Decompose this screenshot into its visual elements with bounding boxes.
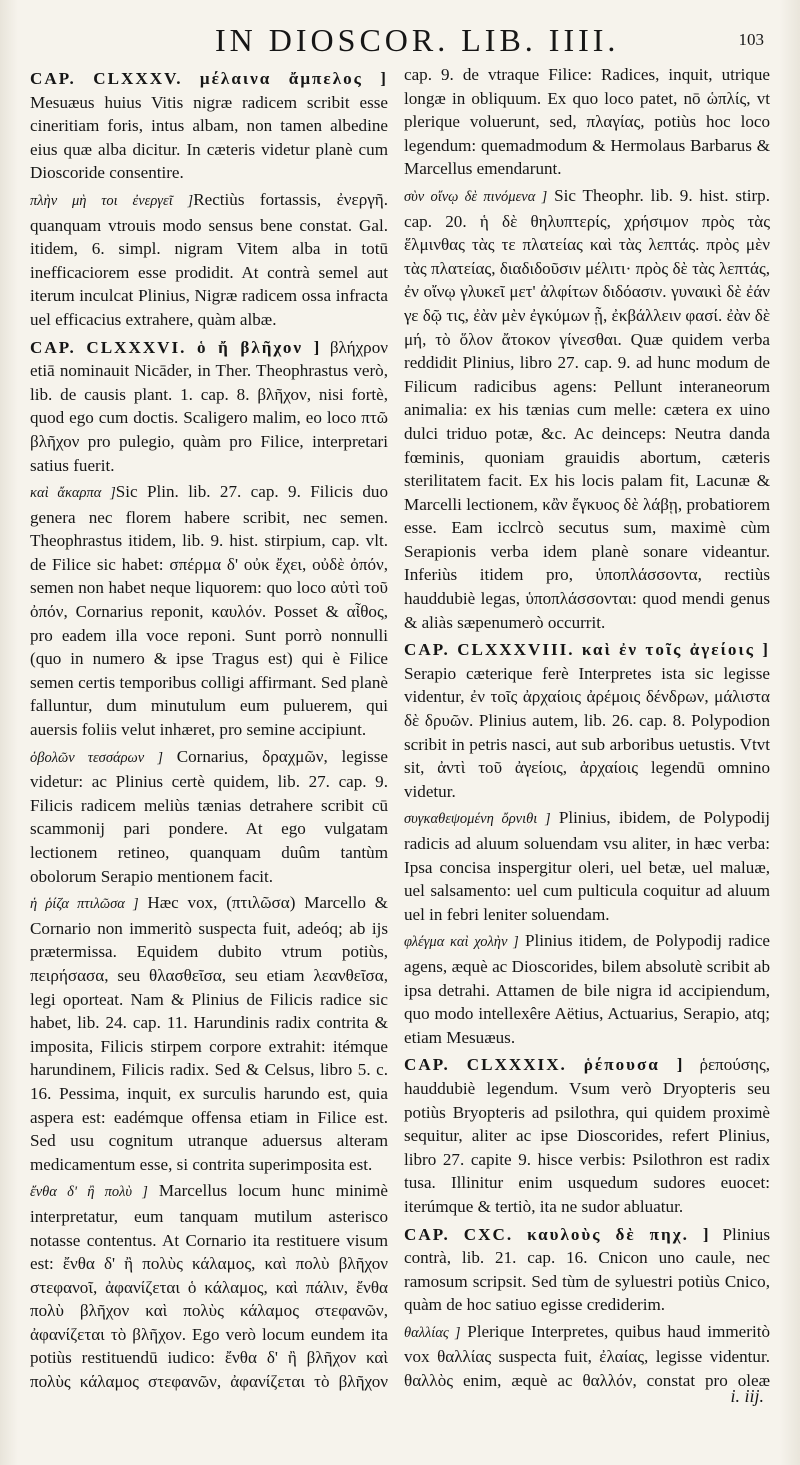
paragraph-text: ῥεπούσης, hauddubiè legendum. Vsum verò Dryopteris seu potiùs Bryopteris ad psilothra, qui quidem proximè sequitur, aliter ac ipse Dioscorides, refert Plinius, libro 27. capite 9. hisce verbis: Psilothron est radix tusa. Illinitur enim usquedum sudores euocet: iterúmque & tertiò, ita ne sudor abluatur. [404, 1055, 770, 1216]
lemma-heading: CAP. CLXXXVI. ὁ ἤ βλῆχον ] [30, 337, 322, 357]
lemma-heading: CAP. CLXXXVIII. καὶ ἐν τοῖς ἀγείοις ] [404, 640, 770, 660]
commentary-paragraph [30, 1179, 388, 1395]
commentary-paragraph [404, 929, 770, 1049]
paragraph-text: Hæc vox, (πτιλῶσα) Marcello & Cornario non immeritò suspecta fuit, adeóq; ab ijs prætermissa. Equidem dubito vtrum potiùs, πειρήσασα, seu θλασθεῖσα, seu etiam λεανθεῖσα, legi oporteat. Nam & Plinius de Filicis radice sic habet, lib. 24. cap. 11. Harundinis radix contrita & imposita, Filicis stirpem corpore extrahit: itémque harundinem, Filicis radix. Sed & Celsus, libro 5. c. 16. Pessima, inquit, ex surculis harundo est, quia aspera est: eadémque offensa etiam in Filice est. Sed usu cognitum utranque aduersus alteram medicamentum esse, si contrita superimposita est. [30, 893, 388, 1174]
lemma-heading: φλέγμα καὶ χολὴν ] [404, 934, 519, 951]
paragraph-text: Plinius contrà, lib. 21. cap. 16. Cnicon uno caule, nec ramosum scripsit. Sed tùm de syluestri potiùs Cnico, quàm de hoc satiuo egisse crediderim. [404, 1224, 770, 1315]
paragraph-text: Mesuæus huius Vitis nigræ radicem scribit esse cineritiam foris, intus albam, non tamen albedine eius quæ alba dicitur. In cæteris videtur planè cum Dioscoride consentire. [30, 92, 388, 183]
commentary-paragraph [30, 891, 388, 1176]
lemma-heading: ἡ ῥίζα πτιλῶσα ] [30, 896, 139, 913]
lemma-heading: συγκαθεψομένη ὄρνιθι ] [404, 811, 551, 828]
paragraph-text: Rectiùs fortassis, ἐνεργῆ. quanquam vtrouis modo sensus bene constat. Gal. itidem, 6. simpl. nigram Vitem alba in totū inefficaciorem esse prodidit. At contrà semel aut iterum inculcat Plinius, Nigræ radicem ossa infracta uel efficacius extrahere, quàm albæ. [30, 189, 388, 329]
commentary-paragraph [404, 1320, 770, 1395]
commentary-paragraph [404, 63, 770, 181]
lemma-heading: CAP. CLXXXIX. ῥέπουσα ] [404, 1055, 685, 1075]
catchword: i. iij. [730, 1386, 764, 1406]
lemma-heading: σὺν οἴνῳ δὲ πινόμενα ] [404, 188, 548, 205]
lemma-heading: ὁβολῶν τεσσάρων ] [30, 749, 163, 766]
paragraph-text: Plerique Interpretes, quibus haud immeritò vox θαλλίας suspecta fuit, ἐλαίας, legisse videntur. θαλλὸς enim, æquè ac θαλλόν, constat pro oleæ [404, 1321, 770, 1391]
paragraph-text: Sic Plin. lib. 27. cap. 9. Filicis duo genera nec florem habere scribit, nec semen. Theophrastus itidem, lib. 9. hist. stirpium, cap. vlt. de Filice sic habet: σπέρμα δ' οὐκ ἔχει, οὐδὲ ὀπόν, semen non habet neque liquorem: quo loco αὐτὶ τοῦ ὀπόν, Cornarius reponit, καυλόν. Posset & αἶθος, pro eadem illa voce reponi. Sunt porrò nonnulli (quo in numero & ipse Tragus est) qui è Filice semen certis temporibus colligi affirmant. Sed planè falluntur, dum minutulum eum puluerem, qui auersis foliis velut inhæret, pro semine accipiunt. [30, 482, 388, 740]
commentary-paragraph [404, 1053, 770, 1218]
lemma-heading: CAP. CLXXXV. μέλαινα ἄμπελος ] [30, 69, 388, 88]
paragraph-text: βλήχρον etiā nominauit Nicāder, in Ther. Theophrastus verò, lib. de causis plant. 1. cap. 8. βλῆχον, nisi fortè, quod ego cum doctis. Scaligero malim, eo loco πτῶ βλῆχον pro pulegio, quàm pro Filice, interpretari satius fuerit. [30, 337, 388, 475]
lemma-heading: ἔνθα δ' ἢ πολὺ ] [30, 1184, 148, 1201]
paragraph-text: Plinius itidem, de Polypodij radice agens, æquè ac Dioscorides, bilem absolutè scribit ab ipsa detrahi. Attamen de bile nigra id accipiendum, quo modo intellexêre Aëtius, Actuarius, Serapio, atq; etiam Mesuæus. [404, 931, 770, 1047]
commentary-paragraph [30, 336, 388, 478]
commentary-paragraph [30, 480, 388, 742]
page-header [40, 22, 772, 62]
commentary-paragraph [30, 67, 388, 185]
lemma-heading: πλὴν μὴ τοι ἐνεργεῖ ] [30, 192, 194, 209]
paragraph-text: Serapio cæterique ferè Interpretes ista sic legisse videntur, ἐν τοῖς ἀρχαίοις ἀρέμοις δένδρων, μάλιστα δὲ δρυῶν. Plinius autem, lib. 26. cap. 8. Polypodion scribit in petris nasci, aut sub arboribus uetustis. Vtvt sit, ἀντὶ τοῦ ἀγείοις, ἀρχαίοις legendū omnino videtur. [404, 663, 770, 801]
lemma-heading: CAP. CXC. καυλοὺς δὲ πηχ. ] [404, 1224, 711, 1244]
paragraph-text: Plinius, ibidem, de Polypodij radicis ad aluum soluendam vsu aliter, in hæc verba: Ipsa concisa inspergitur oleri, uel betæ, uel maluæ, uel salsamento: uel cum pulticula coquitur ad aluum uel in febri leniter soluendam. [404, 808, 770, 924]
paragraph-text: cap. 9. de vtraque Filice: Radices, inquit, utrique longæ in obliquum. Ex quo loco patet, nō ὡπλίς, vt plerique voluerunt, sed, πλαγίας, potiùs hoc loco legendum: quemadmodum & Hermolaus Barbarus & Marcellus emendarunt. [404, 65, 770, 179]
paragraph-text: Cornarius, δραχμῶν, legisse videtur: ac Plinius certè quidem, lib. 27. cap. 9. Filicis radicem meliùs tænias detrahere scribit cū scammonij pari pondere. At ego vulgatam lectionem retineo, quanquam duûm tantùm obolorum Serapio mentionem facit. [30, 746, 388, 886]
commentary-paragraph [404, 806, 770, 926]
running-head: IN DIOSCOR. LIB. IIII. [215, 22, 620, 58]
commentary-paragraph [404, 184, 770, 634]
left-column [30, 63, 388, 1395]
paragraph-text: Marcellus locum hunc minimè interpretatur, eum tanquam mutilum asterisco notasse contentus. At Cornario ita restituere visum est: ἔνθα δ' ἢ πολὺς κάλαμος, καὶ πολὺ βλῆχον στεφανοῖ, ἀφανίζεται ὁ κάλαμος, καὶ πάλιν, ἔνθα πολὺ βλῆχον καὶ πολὺς κάλαμος στεφανῶν, ἀφανίζεται τὸ βλῆχον. Ego verò locum eundem ita potiùs restituendū iudico: ἔνθα δ' ἢ βλῆχον καὶ πολὺς κάλαμος στεφανῶν, ἀφανίζεται τὸ βλῆχον [30, 1181, 388, 1392]
page-number: 103 [738, 30, 764, 49]
lemma-heading: θαλλίας ] [404, 1324, 461, 1341]
commentary-paragraph [30, 188, 388, 332]
commentary-paragraph [404, 1223, 770, 1317]
paragraph-text: Sic Theophr. lib. 9. hist. stirp. cap. 20. ἡ δὲ θηλυπτερίς, χρήσιμον πρὸς τὰς ἕλμινθας τὰς τε πλατείας καὶ τὰς λεπτάς. πρὸς μὲν τὰς πλατείας, διαδιδοῦσιν μέλιτι· πρὸς δὲ τὰς λεπτάς, ἐν οἴνῳ γλυκεῖ μετ' ἀλφίτων διδόασιν. γυναικὶ δὲ ἐάν γε δῷ τις, ἐὰν μὲν ἐγκύμων ᾖ, ἐκβάλλειν φασί. ἐὰν δὲ μή, τὸ ὅλον ἄτοκον γίνεσθαι. Quæ quidem verba reddidit Plinius, libro 27. cap. 9. ad hunc modum de Filicum radicibus agens: Pellunt interaneorum animalia: ex his tænias cum melle: cætera ex uino dulci triduo potæ, &c. Ac deinceps: Neutra danda fœminis, quoniam grauidis abortum, cæteris sterilitatem facit. Ex his locis palam fit, Lacunæ & Marcelli lectionem, κἂν ἔγκυος δὲ λάβῃ, probatiorem esse. Eam icclrcò secutus sum, maximè cùm Serapionis verba idem planè sonare videantur. Inferiùs itidem pro, ὑποπλάσσοντα, rectiùs hauddubiè legas, ὑποπλάσσονται: quod mendi genus & aliàs sæpenumerò occurrit. [404, 185, 770, 632]
right-column [404, 63, 770, 1395]
commentary-paragraph [404, 638, 770, 803]
lemma-heading: καὶ ἄκαρπα ] [30, 485, 116, 502]
commentary-paragraph [30, 745, 388, 889]
